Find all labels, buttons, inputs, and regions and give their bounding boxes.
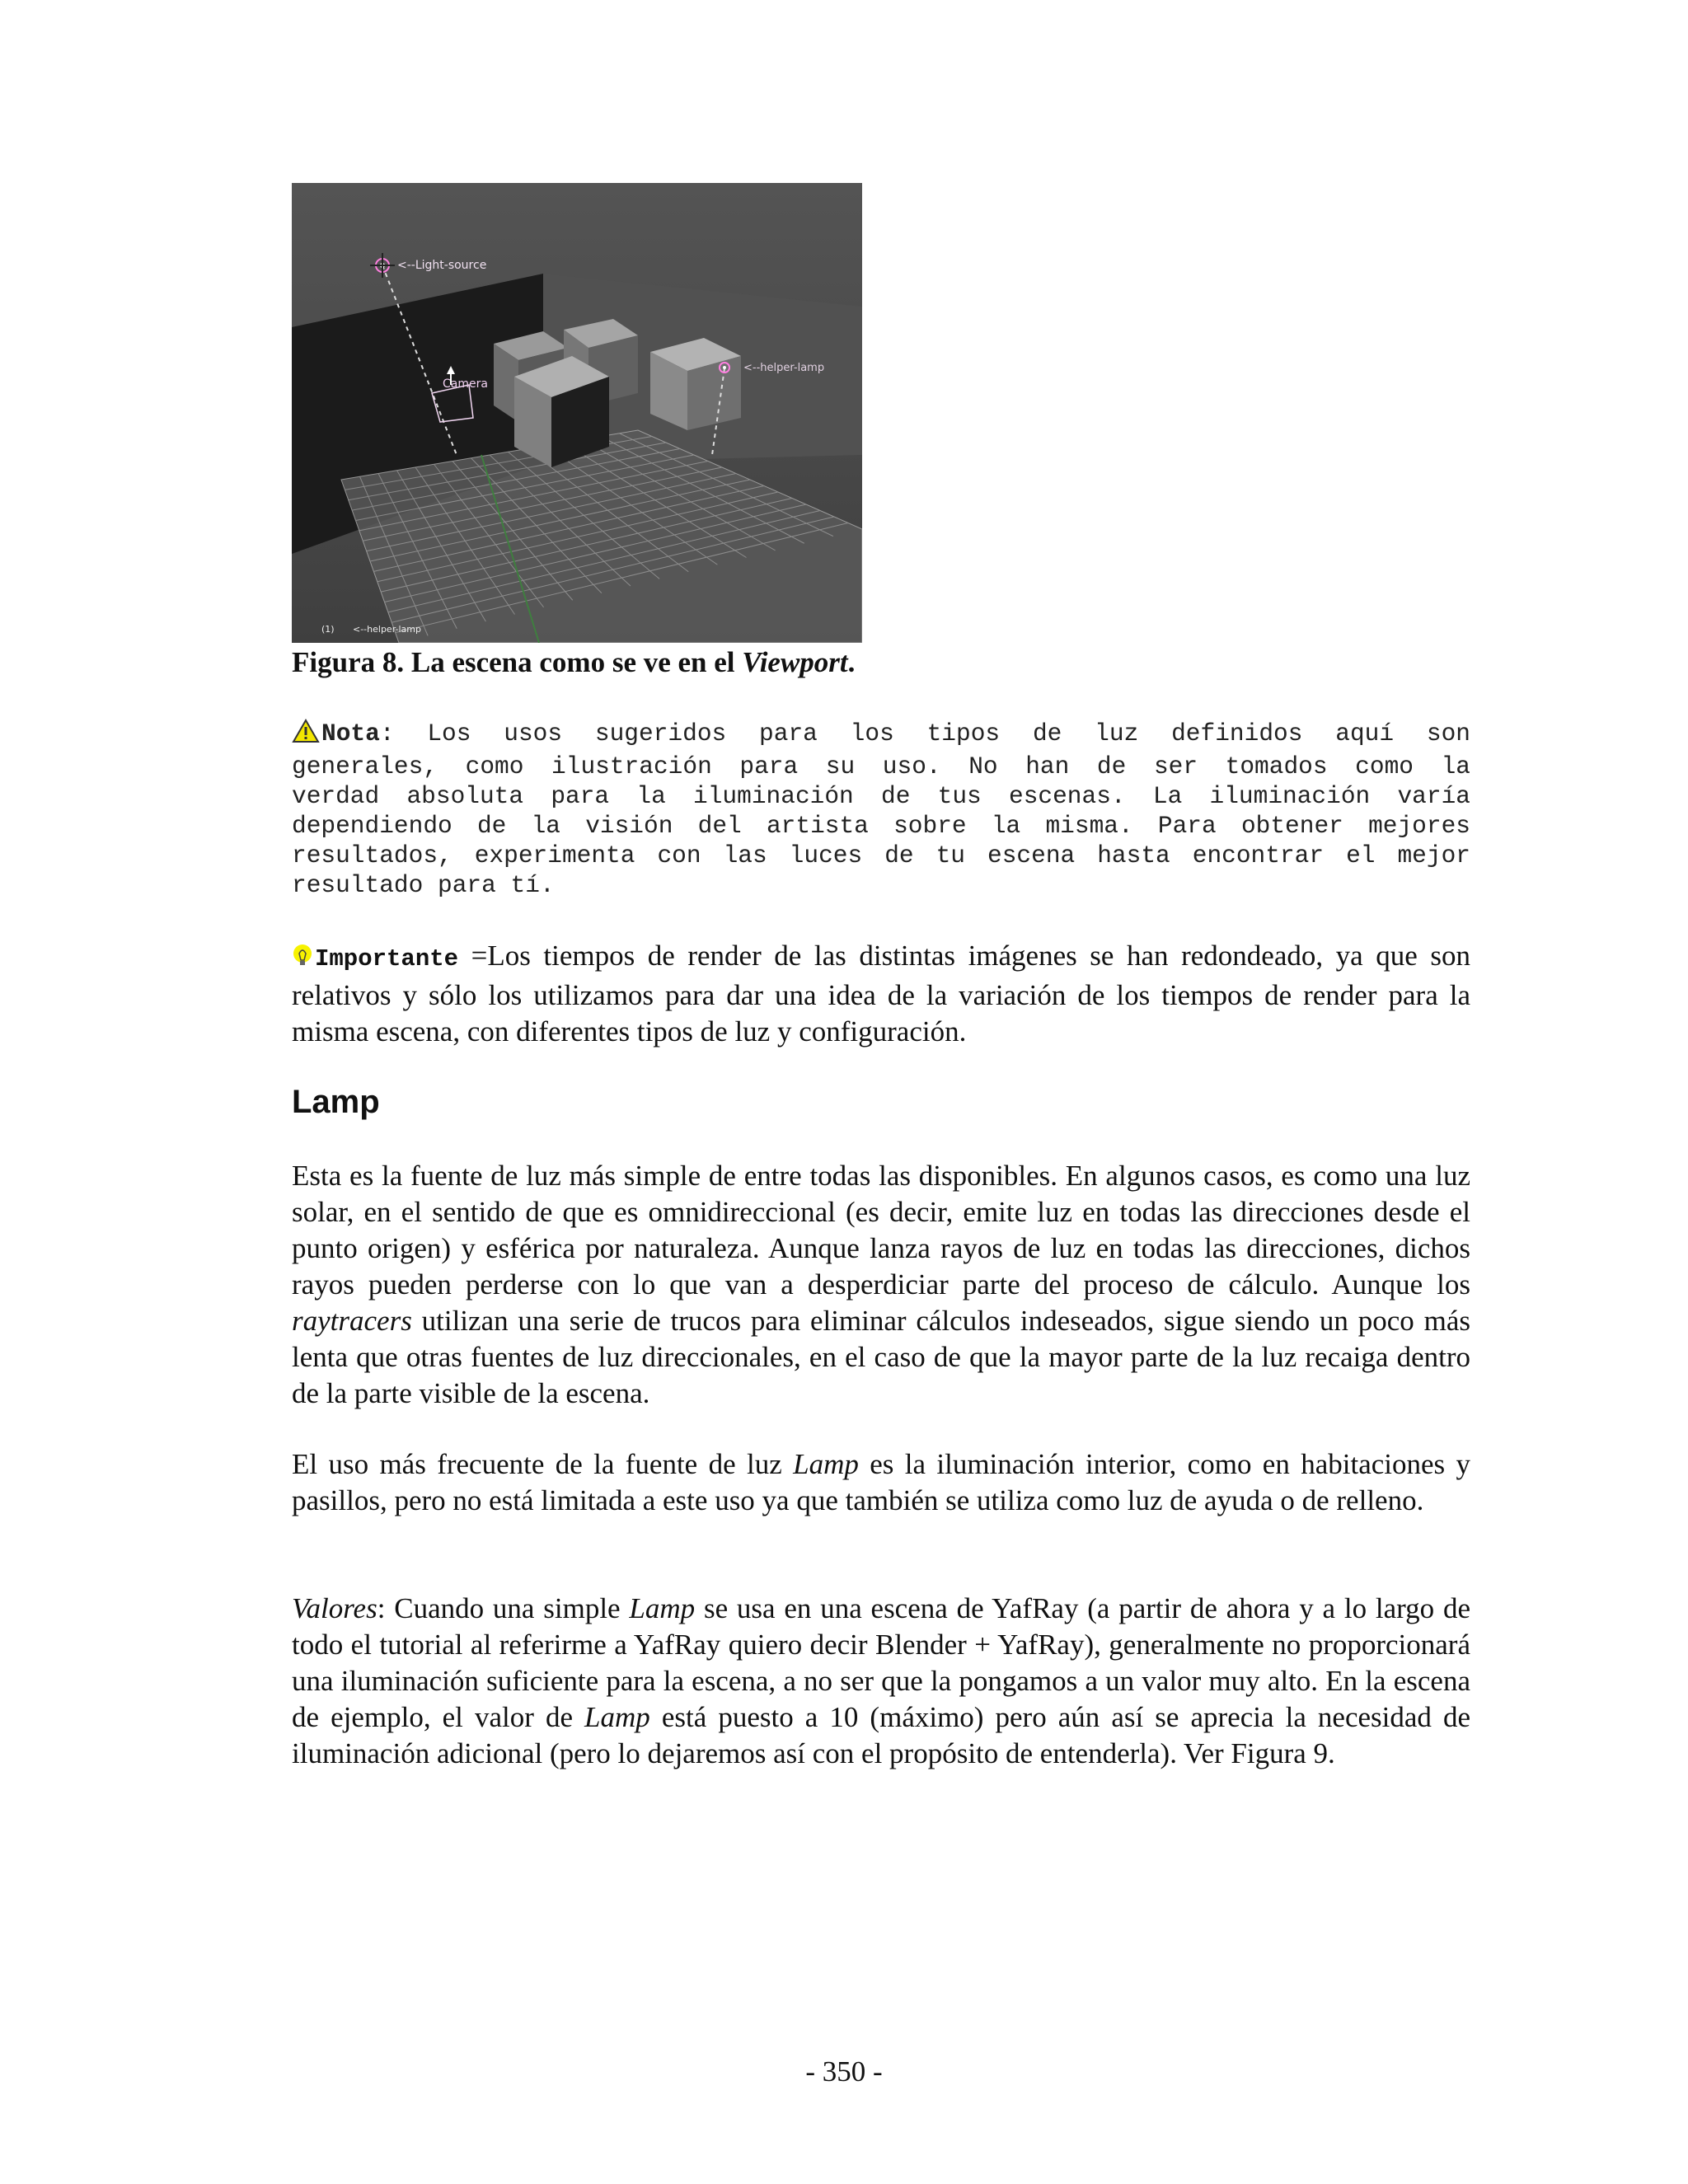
paragraph-1 (292, 1158, 1470, 1412)
paragraph-3 (292, 1591, 1470, 1772)
lightbulb-icon (292, 941, 313, 977)
viewport-figure (292, 183, 862, 643)
note-line-2: generales, como ilustración para su uso. No han de ser tomados como la (292, 752, 1470, 780)
p3-emphasis-2: Lamp (629, 1592, 696, 1624)
page-number: - 350 - (805, 2055, 883, 2088)
figure-caption (292, 644, 1470, 681)
p1-text-b: utilizan una serie de trucos para eliminar cálculos indeseados, sigue siendo un poco más lenta que otras fuentes de luz direccionales, en el caso de que la mayor parte de la luz recaiga dentro de la parte visible de la escena. (292, 1305, 1470, 1409)
p2-emphasis: Lamp (793, 1448, 859, 1480)
note-line-1 (292, 719, 1470, 752)
note-line-5: resultados, experimenta con las luces de tu escena hasta encontrar el mejor (292, 841, 1470, 869)
viewport-scene (292, 183, 862, 643)
status-object: <--helper-lamp (353, 624, 421, 635)
p3-text-c: está puesto a 10 (máximo) pero aún así se aprecia la necesidad de iluminación adicional (pero lo dejaremos así con el propósito de entenderla). Ver Figura 9. (292, 1701, 1470, 1769)
note-label: Nota (321, 719, 380, 748)
p2-text-a: El uso más frecuente de la fuente de luz (292, 1448, 794, 1480)
p3-emphasis-1: Valores (292, 1592, 377, 1624)
light-source-label: <--Light-source (397, 259, 487, 272)
note-line-4: dependiendo de la visión del artista sobre la misma. Para obtener mejores (292, 812, 1470, 840)
note-text: : Los usos sugeridos para los tipos de luz definidos aquí son (379, 719, 1470, 748)
paragraph-2 (292, 1446, 1470, 1519)
important-paragraph (292, 938, 1470, 1050)
note-line-3: verdad absoluta para la iluminación de tus escenas. La iluminación varía (292, 782, 1470, 810)
important-label: Importante (315, 945, 459, 972)
camera-label: Camera (443, 377, 488, 391)
important-text: =Los tiempos de render de las distintas imágenes se han redondeado, ya que son relativos y sólo los utilizamos para dar una idea de la variación de los tiempos de render para la misma escena, con diferentes tipos de luz y configuración. (292, 940, 1470, 1047)
note-block (292, 719, 1470, 900)
p1-text-a: Esta es la fuente de luz más simple de entre todas las disponibles. En algunos casos, es como una luz solar, en el sentido de que es omnidireccional (es decir, emite luz en todas las direcciones desde el punto origen) y esférica por naturaleza. Aunque lanza rayos de luz en todas las direcciones, dichos rayos pueden perderse con lo que van a desperdiciar parte del proceso de cálculo. Aunque los (292, 1160, 1470, 1301)
warning-icon (292, 719, 320, 752)
caption-suffix: . (847, 646, 856, 678)
p1-emphasis: raytracers (292, 1305, 412, 1337)
p3-emphasis-3: Lamp (584, 1701, 650, 1733)
helper-lamp-label: <--helper-lamp (743, 362, 825, 374)
p2-text-b: es la iluminación interior, como en habitaciones y pasillos, pero no está limitada a este uso ya que también se utiliza como luz de ayuda o de relleno. (292, 1448, 1471, 1516)
note-line-6: resultado para tí. (292, 871, 555, 899)
p3-text-b: se usa en una escena de YafRay (a partir de ahora y a lo largo de todo el tutorial al referirme a YafRay quiero decir Blender + YafRay), generalmente no proporcionará una iluminación suficiente para la escena, a no ser que la pongamos a un valor muy alto. En la escena de ejemplo, el valor de (292, 1592, 1471, 1733)
p3-text-a: : Cuando una simple (377, 1592, 630, 1624)
section-heading: Lamp (292, 1084, 380, 1120)
caption-text: Figura 8. La escena como se ve en el (292, 646, 743, 678)
status-frame: (1) (321, 624, 335, 635)
caption-emphasis: Viewport (742, 646, 848, 678)
